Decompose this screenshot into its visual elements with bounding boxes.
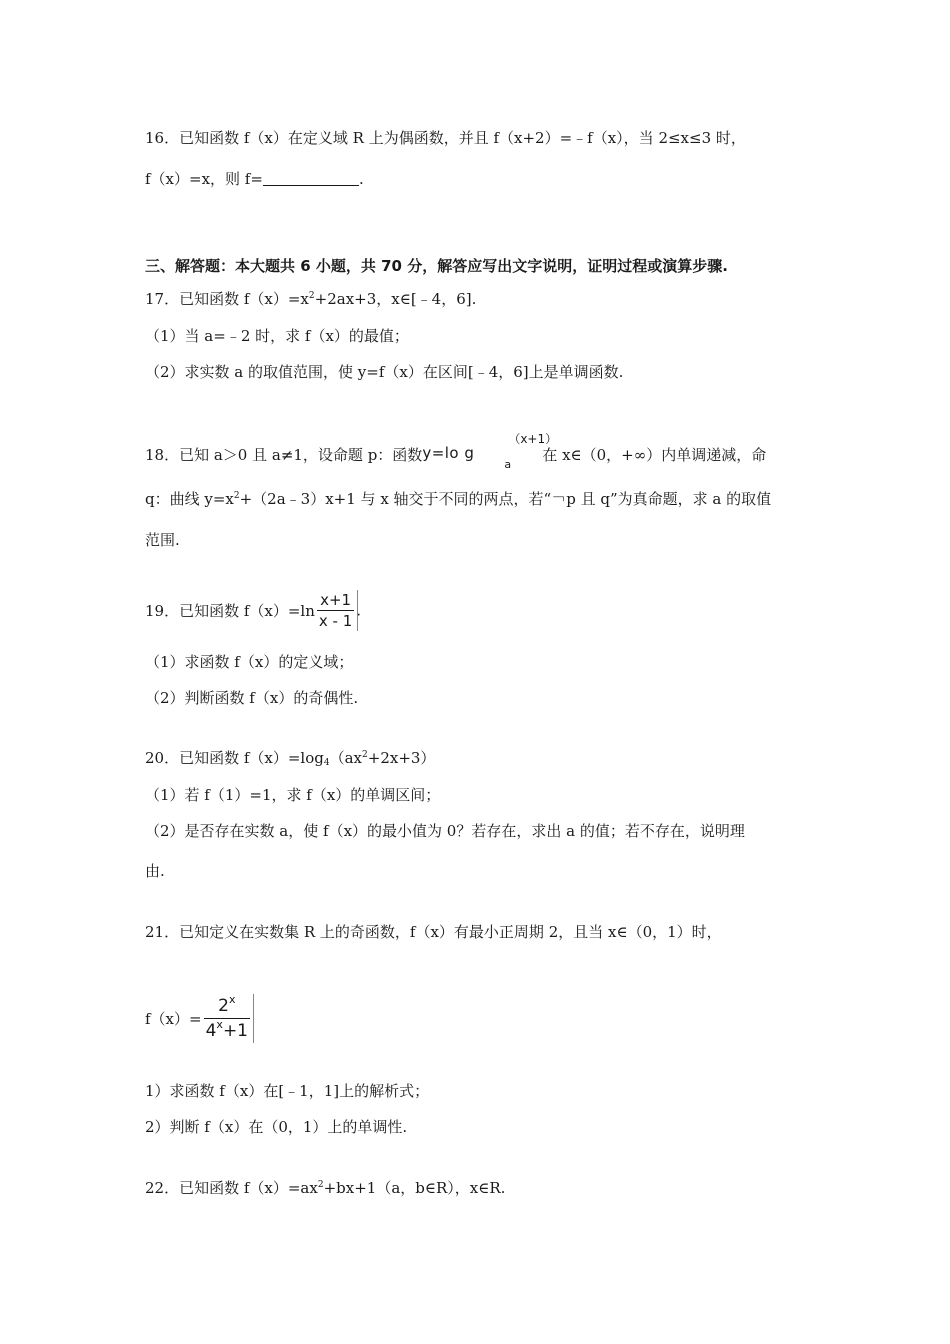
q17-part1: （1）当 a=﹣2 时，求 f（x）的最值； — [145, 327, 409, 345]
q16-line2 — [145, 168, 364, 190]
log-argument: （x+1） — [508, 432, 558, 446]
q18-line2-end: +（2a﹣3）x+1 与 x 轴交于不同的两点，若“￢p 且 q”为真命题，求 a 的取值 — [239, 490, 772, 508]
answer-blank — [263, 171, 359, 186]
q16-line2-end: . — [358, 170, 364, 188]
q21-fraction — [202, 994, 252, 1043]
q19-line1 — [145, 590, 361, 631]
q20-part2-line1: （2）是否存在实数 a，使 f（x）的最小值为 0？若存在，求出 a 的值；若不存在，说明理 — [145, 822, 745, 840]
q18-exponent: 2 — [233, 491, 240, 501]
section-heading: 三、解答题：本大题共 6 小题，共 70 分，解答应写出文字说明，证明过程或演算步骤. — [145, 257, 728, 275]
denominator-exponent: x — [216, 1018, 223, 1031]
q18-line1 — [145, 432, 767, 471]
log-main: y=lo g — [422, 444, 475, 462]
q20-log-base: 4 — [323, 758, 330, 768]
q17-part2: （2）求实数 a 的取值范围，使 y=f（x）在区间[﹣4，6]上是单调函数. — [145, 363, 624, 381]
q18-text: 18．已知 a＞0 且 a≠1，设命题 p：函数 — [145, 446, 423, 464]
q16-line1: 16．已知函数 f（x）在定义域 R 上为偶函数，并且 f（x+2）=﹣f（x），当 2≤x≤3 时， — [145, 129, 746, 147]
denominator-base: 4 — [205, 1021, 217, 1041]
q22-text: 22．已知函数 f（x）=ax — [145, 1179, 318, 1197]
q20-line1 — [145, 747, 435, 769]
q19-text: 19．已知函数 f（x）=ln — [145, 602, 315, 620]
q20-exponent: 2 — [362, 750, 368, 760]
q20-text-end: +2x+3） — [367, 749, 436, 767]
log-function-image — [422, 432, 558, 471]
q20-part1: （1）若 f（1）=1，求 f（x）的单调区间； — [145, 786, 441, 804]
q19-text-end: . — [356, 601, 362, 620]
q19-part1: （1）求函数 f（x）的定义域； — [145, 653, 354, 671]
q16-line2-text: f（x）=x，则 f= — [145, 170, 263, 188]
q21-part1: 1）求函数 f（x）在[﹣1，1]上的解析式； — [145, 1082, 430, 1100]
numerator-exponent: x — [228, 993, 236, 1006]
image-edge — [253, 994, 254, 1043]
q19-fraction — [315, 590, 356, 631]
q22-text-end: +bx+1（a，b∈R），x∈R. — [323, 1179, 506, 1197]
q19-part2: （2）判断函数 f（x）的奇偶性. — [145, 689, 359, 707]
q17-line1 — [145, 288, 476, 310]
numerator-base: 2 — [218, 996, 229, 1016]
q21-text: f（x）= — [145, 1010, 202, 1028]
q18-text-end: 在 x∈（0，+∞）内单调递减，命 — [542, 446, 767, 464]
q20-text: 20．已知函数 f（x）=log — [145, 749, 324, 767]
q21-line2 — [145, 994, 252, 1043]
q21-part2: 2）判断 f（x）在（0，1）上的单调性. — [145, 1118, 408, 1136]
q22-line1 — [145, 1177, 505, 1199]
fraction-denominator: x - 1 — [318, 612, 353, 630]
log-base: a — [504, 458, 512, 471]
q20-text-mid: （ax — [329, 749, 363, 767]
denominator-tail: +1 — [222, 1021, 248, 1041]
q17-text: 17．已知函数 f（x）=x — [145, 290, 309, 308]
q22-exponent: 2 — [317, 1180, 324, 1190]
q21-line1: 21．已知定义在实数集 R 上的奇函数，f（x）有最小正周期 2，且当 x∈（0，1）时， — [145, 923, 722, 941]
fraction-numerator — [202, 994, 252, 1018]
q20-part2-line2: 由. — [145, 862, 165, 880]
q18-line2 — [145, 488, 771, 510]
fraction-denominator — [202, 1019, 252, 1043]
image-edge — [357, 590, 358, 631]
q18-line3: 范围. — [145, 531, 180, 549]
q17-text-end: +2ax+3，x∈[﹣4，6]. — [314, 290, 477, 308]
q18-line2-text: q：曲线 y=x — [145, 490, 234, 508]
fraction-numerator: x+1 — [320, 591, 352, 609]
q17-exponent: 2 — [308, 291, 315, 301]
